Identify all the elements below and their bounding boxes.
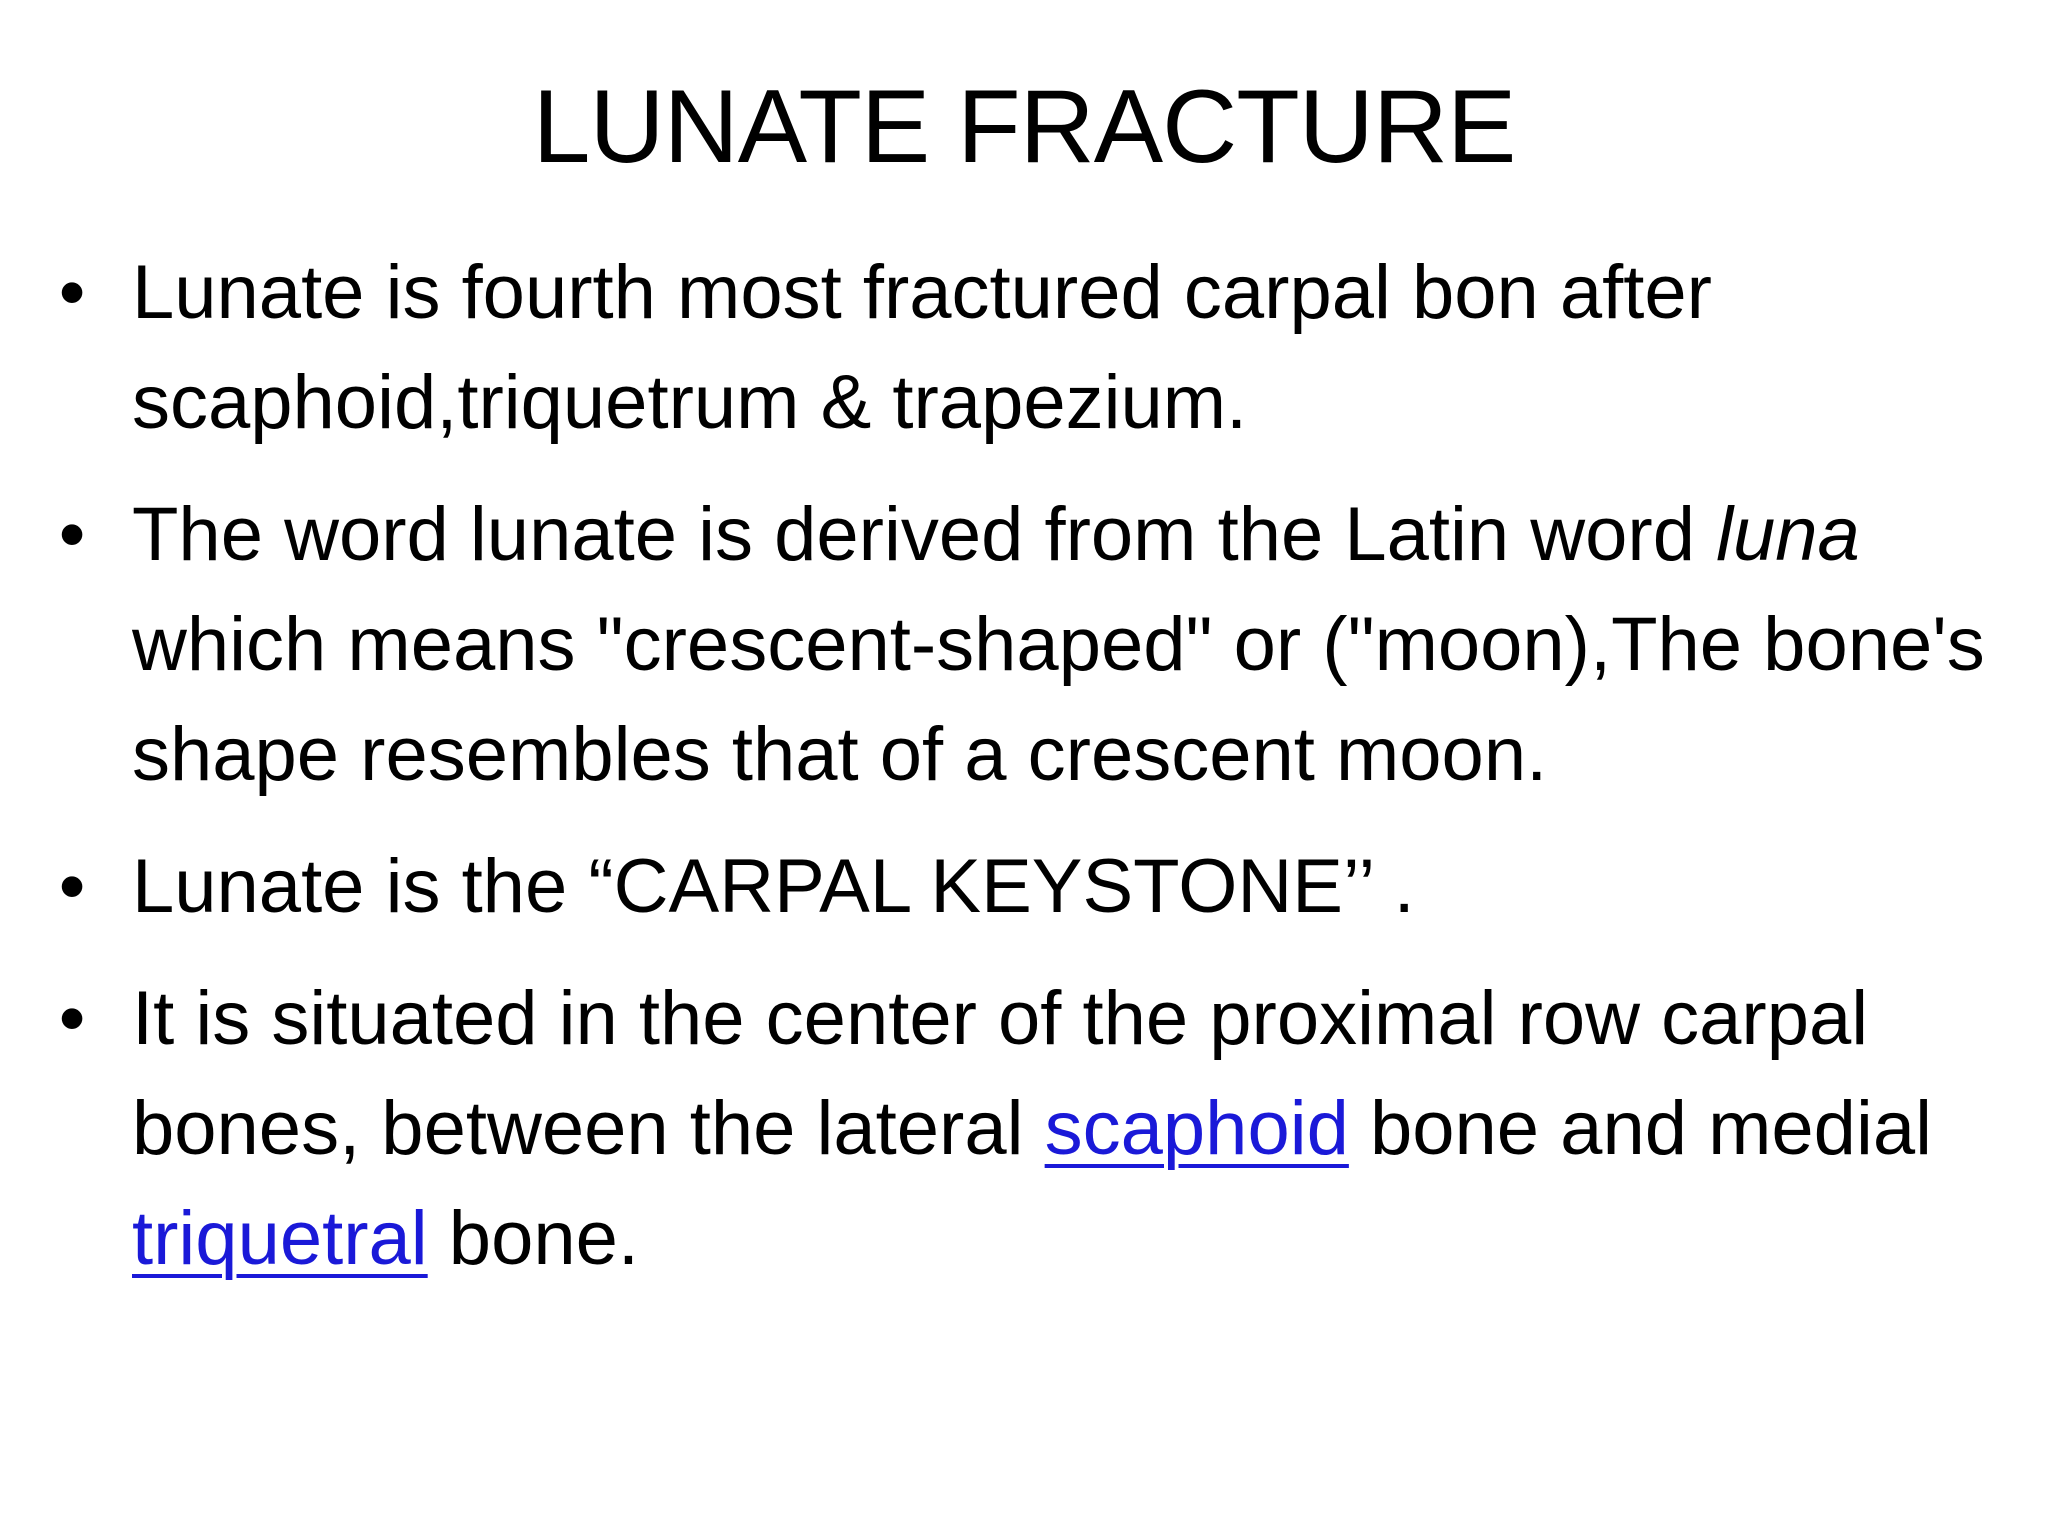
bullet-text-pre: It is situated in the center of the proximal row carpal bones, between the lateral xyxy=(132,976,1869,1171)
scaphoid-link[interactable]: scaphoid xyxy=(1044,1086,1349,1171)
bullet-dot-icon: • xyxy=(58,492,86,577)
italic-term: luna xyxy=(1716,492,1860,577)
triquetral-link[interactable]: triquetral xyxy=(132,1196,428,1281)
bullet-dot-icon: • xyxy=(58,250,86,335)
bullet-text-pre: The word lunate is derived from the Latin word xyxy=(132,492,1717,577)
bullet-item-1 xyxy=(58,238,1992,458)
bullet-item-3 xyxy=(58,832,1992,942)
bullet-text: Lunate is the “CARPAL KEYSTONE’’ . xyxy=(132,844,1415,929)
bullet-item-2 xyxy=(58,480,1992,810)
bullet-item-4 xyxy=(58,964,1992,1294)
bullet-text-post: bone. xyxy=(427,1196,639,1281)
bullet-dot-icon: • xyxy=(58,844,86,929)
slide-title: LUNATE FRACTURE xyxy=(532,69,1516,185)
bullet-text-post: which means "crescent-shaped" or ("moon),The bone's shape resembles that of a crescent moon. xyxy=(132,602,1985,797)
bullet-text-mid: bone and medial xyxy=(1348,1086,1932,1171)
bullet-list xyxy=(58,238,1992,1316)
bullet-text: Lunate is fourth most fractured carpal bon after scaphoid,triquetrum & trapezium. xyxy=(132,250,1712,445)
bullet-dot-icon: • xyxy=(58,976,86,1061)
